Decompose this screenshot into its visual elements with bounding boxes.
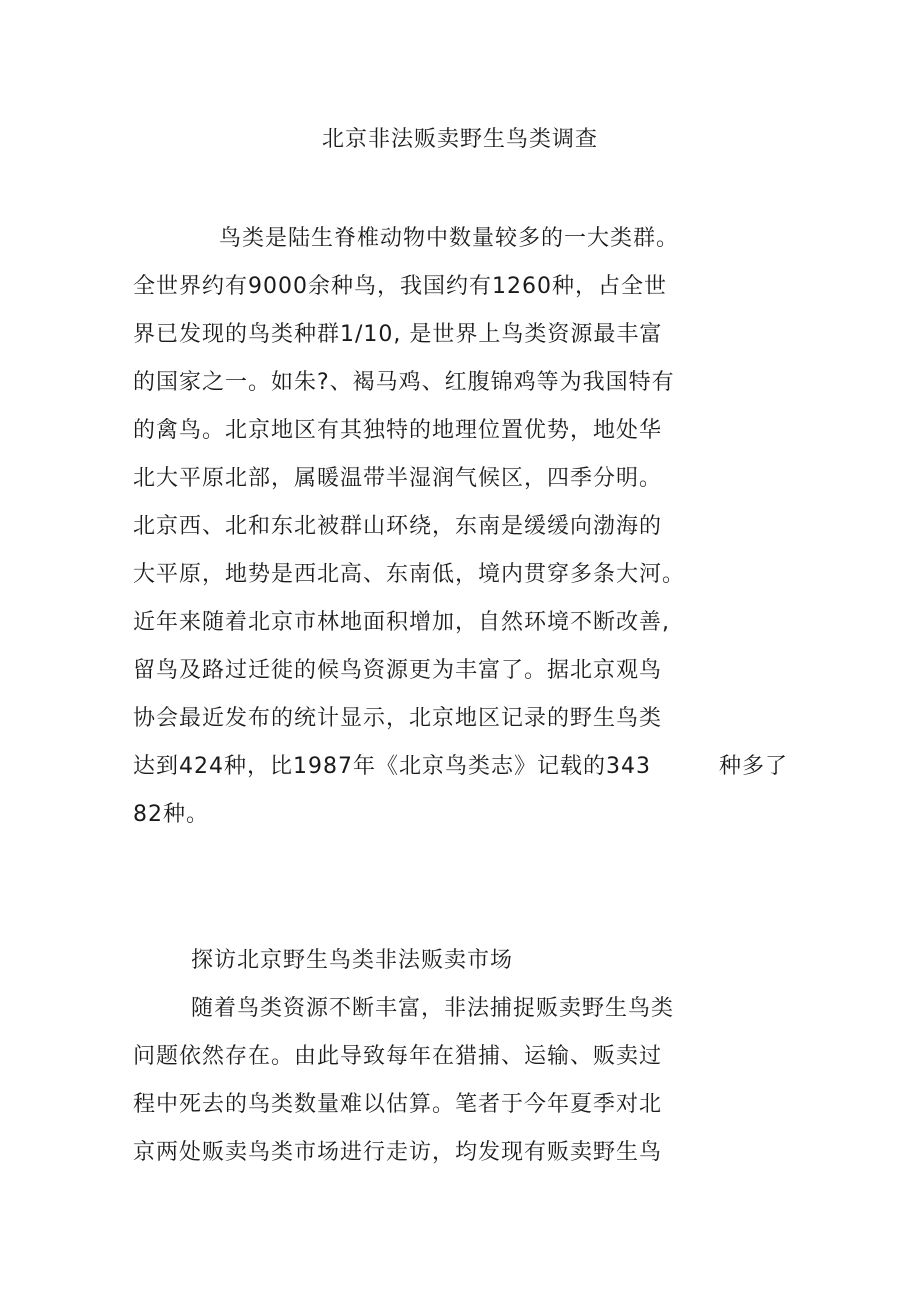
section-heading: 探访北京野生鸟类非法贩卖市场	[191, 948, 514, 973]
paragraph-line: 留鸟及路过迁徙的候鸟资源更为丰富了。据北京观鸟	[133, 658, 663, 683]
paragraph-line	[133, 751, 793, 783]
paragraph-line: 全世界约有9000余种鸟，我国约有1260种，占全世	[133, 274, 667, 299]
paragraph-line: 协会最近发布的统计显示，北京地区记录的野生鸟类	[133, 706, 663, 731]
paragraph-line: 82种。	[133, 802, 209, 827]
paragraph-line: 鸟类是陆生脊椎动物中数量较多的一大类群。	[219, 226, 680, 251]
paragraph-line: 随着鸟类资源不断丰富，非法捕捉贩卖野生鸟类	[191, 996, 675, 1021]
document-title: 北京非法贩卖野生鸟类调查	[321, 127, 598, 152]
paragraph-line: 北京西、北和东北被群山环绕，东南是缓缓向渤海的	[133, 514, 663, 539]
paragraph-line: 北大平原北部，属暖温带半湿润气候区，四季分明。	[133, 466, 663, 491]
paragraph-line: 问题依然存在。由此导致每年在猎捕、运输、贩卖过	[133, 1044, 663, 1069]
paragraph-line: 程中死去的鸟类数量难以估算。笔者于今年夏季对北	[133, 1092, 663, 1117]
paragraph-line: 大平原，地势是西北高、东南低，境内贯穿多条大河。	[133, 562, 686, 587]
paragraph-line: 京两处贩卖鸟类市场进行走访，均发现有贩卖野生鸟	[133, 1140, 663, 1165]
paragraph-line: 的禽鸟。北京地区有其独特的地理位置优势，地处华	[133, 418, 663, 443]
paragraph-line: 的国家之一。如朱?、褐马鸡、红腹锦鸡等为我国特有	[133, 370, 675, 395]
paragraph-line: 近年来随着北京市林地面积增加，自然环境不断改善,	[133, 610, 670, 635]
paragraph-line-right: 种多了	[719, 754, 789, 779]
paragraph-line-left: 达到424种，比1987年《北京鸟类志》记载的343	[133, 754, 651, 779]
paragraph-line: 界已发现的鸟类种群1/10, 是世界上鸟类资源最丰富	[133, 322, 663, 347]
